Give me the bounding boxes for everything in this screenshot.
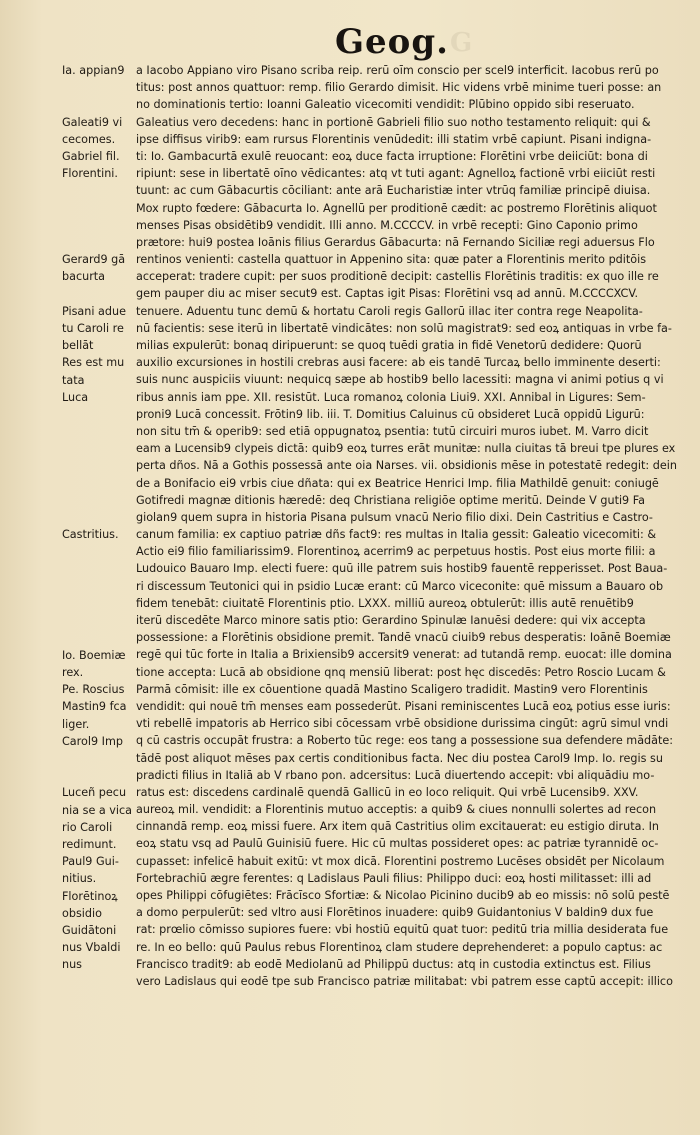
- margin-note-line: Luca: [62, 390, 89, 404]
- margin-note-line: Guidātoni: [62, 924, 117, 937]
- margin-note-line: Pe. Roscius: [62, 683, 125, 697]
- margin-notes: [0, 0, 136, 1135]
- margin-note-line: Galeati9 vi: [62, 115, 123, 129]
- text-line: aureoꝝ mil. vendidit: a Florentinis mutuo acceptis: a quib9 & ciues nonnulli solertes ad recon: [136, 803, 657, 817]
- text-line: nū facientis: sese iterū in libertatē vindicātes: non solū magistrat9: sed eoꝝ antiquas in vrbe fa-: [136, 321, 672, 335]
- text-line: pradicti filius in Italiā ab V rbano pon. adcersitus: Lucā diuertendo accepit: vbi aliquādiu mo-: [136, 768, 655, 782]
- text-line: a Iacobo Appiano viro Pisano scriba reip. rerū oīm conscio per scel9 interficit. Iacobus rerū po: [136, 64, 659, 77]
- margin-note-line: redimunt.: [62, 837, 117, 851]
- text-line: vendidit: qui nouē tm̄ menses eam possederūt. Pisani reminiscentes Lucā eoꝝ potius esse iuris:: [136, 699, 671, 713]
- text-line: opes Philippi cōfugiētes: Frācīsco Sfortiæ: & Nicolao Picinino ducib9 ab eo missis: nō solū pestē: [136, 889, 670, 902]
- text-line: ripiunt: sese in libertatē oīno vēdicantes: atq vt tuti agant: Agnelloꝝ factionē vrbi eiiciūt resti: [136, 167, 656, 181]
- text-line: rat: prœlio cōmisso supiores fuere: vbi hostiū equitū quat tuor: peditū tria millia desiderata fue: [136, 923, 669, 937]
- text-line: milias expulerūt: bonaq diripuerunt: se quoq tuēdi gratia in fidē Venetorū dedidere: Quorū: [136, 339, 642, 352]
- text-line: cupasset: infelicē habuit exitū: vt mox dicā. Florentini postremo Lucēses obsidēt per Nicolaum: [136, 854, 665, 868]
- margin-note-line: nia se a vica: [62, 803, 133, 817]
- margin-note-line: Gerard9 gā: [62, 253, 126, 267]
- text-line: acceperat: tradere cupit: per suos proditionē decipit: castellis Florētinis traditis: ex quo ille re: [136, 270, 659, 284]
- margin-note-line: tu Caroli re: [62, 321, 124, 335]
- text-line: rentinos venienti: castella quattuor in Appenino sita: quæ pater a Florentinis merito pditōis: [136, 253, 647, 267]
- margin-note-line: Ia. appian9: [62, 64, 125, 77]
- margin-note-line: bacurta: [62, 270, 106, 284]
- margin-note-line: Gabriel fil.: [62, 149, 120, 163]
- text-line: auxilio excursiones in hostili crebras ausi facere: ab eis tandē Turcaꝝ bello imminente deserti:: [136, 356, 661, 370]
- text-line: perta dños. Nā a Gothis possessā ante oia Narses. vii. obsidionis mēse in potestatē redegit: dein: [136, 459, 677, 473]
- margin-note: [62, 354, 136, 388]
- margin-note-line: liger.: [62, 717, 90, 731]
- text-line: Gotifredi magnæ ditionis hæredē: deq Christiana religiōe optime meritū. Deinde V guti9 Fa: [136, 493, 645, 507]
- margin-note-line: Io. Boemiæ: [62, 648, 126, 662]
- margin-note: [62, 733, 136, 750]
- text-line: fidem tenebāt: ciuitatē Florentinis ptio. LXXX. milliū aureoꝝ obtulerūt: illis autē renuētib9: [136, 596, 634, 610]
- text-line: non situ tm̄ & operib9: sed etiā oppugnatoꝝ psentia: tutū circuiri muros iubet. M. Varro dicit: [136, 424, 649, 438]
- text-line: Galeatius vero decedens: hanc in portionē Gabrieli filio suo notho testamento reliquit: qui &: [136, 115, 651, 129]
- margin-note-line: nus: [62, 958, 83, 972]
- text-line: ribus annis iam ppe. XII. resistūt. Luca romanoꝝ colonia Liui9. XXI. Annibal in Ligures: Sem-: [136, 390, 646, 404]
- margin-note-line: bellāt: [62, 339, 94, 353]
- margin-note: [62, 922, 136, 974]
- margin-note-line: Pisani adue: [62, 304, 126, 318]
- running-title: Geog.: [335, 22, 449, 62]
- text-line: Ludouico Bauaro Imp. electi fuere: quū ille patrem suis hostib9 fauentē repperisset. Post Baua-: [136, 562, 668, 576]
- margin-note: [62, 526, 136, 543]
- text-line: ratus est: discedens cardinalē quendā Gallicū in eo loco reliquit. Qui vrbē Lucensib9. XXV.: [136, 785, 639, 799]
- margin-note: [62, 114, 136, 183]
- margin-note-line: cecomes.: [62, 132, 116, 146]
- text-line: regē qui tūc forte in Italia a Brixiensib9 accersit9 venerat: ad tutandā remp. euocat: ille domina: [136, 648, 672, 662]
- margin-note-line: Castritius.: [62, 528, 119, 542]
- text-line: eam a Lucensib9 clypeis dictā: quib9 eoꝝ turres erāt munitæ: nulla ciuitas tā breui tpe plures ex: [136, 442, 676, 456]
- text-line: cinnandā remp. eoꝝ missi fuere. Arx item quā Castritius olim excitauerat: eu estigio diruta. In: [136, 820, 659, 834]
- text-line: Fortebrachiū ægre ferentes: q Ladislaus Pauli filius: Philippo duci: eoꝝ hosti militasset: illi ad: [136, 871, 652, 885]
- text-line: suis nunc auspiciis viuunt: nequicq sæpe ab hostib9 bello lacessiti: magna vi animi potius q vi: [136, 373, 664, 387]
- text-line: tuunt: ac cum Gābacurtis cōciliant: ante arā Eucharistiæ inter vtrūq familiæ principē diuisa.: [136, 184, 651, 198]
- text-line: prætore: hui9 postea Ioānis filius Gerardus Gābacurta: nā Fernando Siciliæ regi aduersus Flo: [136, 235, 655, 249]
- text-line: canum familia: ex captiuo patriæ dñs fact9: res multas in Italia gessit: Galeatio vicecomiti: &: [136, 528, 657, 542]
- margin-note-line: rex.: [62, 665, 84, 679]
- text-line: ri discessum Teutonici qui in psidio Lucæ erant: cū Marco viceconite: quē missum a Bauaro ob: [136, 579, 664, 593]
- margin-note-line: tata: [62, 373, 85, 387]
- margin-note: [62, 681, 136, 733]
- text-line: proni9 Lucā concessit. Frōtin9 lib. iii. T. Domitius Caluinus cū obsideret Lucā oppidū Ligurū:: [136, 407, 645, 421]
- margin-note-line: Luceñ pecu: [62, 786, 127, 800]
- text-line: iterū discedēte Marco minore satis ptio: Gerardino Spinulæ Ianuēsi dedere: qui vix accepta: [136, 614, 646, 627]
- margin-note: [62, 62, 136, 79]
- text-line: re. In eo bello: quū Paulus rebus Florentinoꝝ clam studere deprehenderet: a populo captus: ac: [136, 940, 663, 954]
- text-line: Actio ei9 filio familiarissim9. Florentinoꝝ acerrim9 ac perpetuus hostis. Post eius morte filii: a: [136, 545, 656, 559]
- margin-note-line: Carol9 Imp: [62, 734, 123, 748]
- text-line: eoꝝ statu vsq ad Paulū Guinisiū fuere. Hic cū multas possideret opes: ac patriæ tyrannidē oc-: [136, 837, 659, 851]
- text-line: gem pauper diu ac miser secut9 est. Captas igit Pisas: Florētini vsq ad annū. M.CCCCXCV.: [136, 287, 639, 301]
- text-line: possessione: a Florētinis obsidione premit. Tandē vnacū ciuib9 rebus desperatis: Ioānē Boemiæ: [136, 631, 671, 645]
- margin-note: [62, 647, 136, 681]
- margin-note: [62, 389, 136, 406]
- text-line: Parmā cōmisit: ille ex cōuentione quadā Mastino Scaligero tradidit. Mastin9 vero Florentinis: [136, 682, 648, 696]
- text-line: Francisco tradit9: ab eodē Mediolanū ad Philippū ductus: atq in custodia extinctus est. Filius: [136, 957, 651, 971]
- show-through-text: G: [450, 28, 473, 58]
- margin-note-line: nus Vbaldi: [62, 941, 121, 955]
- text-line: tenuere. Aduentu tunc demū & hortatu Caroli regis Gallorū illac iter contra rege Neapolita-: [136, 304, 643, 318]
- margin-note-line: Mastin9 fca: [62, 700, 127, 714]
- text-line: q cū castris occupāt frustra: a Roberto tūc rege: eos tang a possessione sua defendere mādāte:: [136, 734, 674, 748]
- text-line: vero Ladislaus qui eodē tpe sub Francisco patriæ militabat: vbi patrem esse captū accepit: illico: [136, 974, 673, 988]
- text-line: ipse diffisus virib9: eam rursus Florentinis venūdedit: illi statim vrbē capiunt. Pisani indigna-: [136, 132, 652, 146]
- text-line: ti: Io. Gambacurtā exulē reuocant: eoꝝ duce facta irruptione: Florētini vrbe deiiciūt: bona di: [136, 149, 648, 163]
- margin-note-line: nitius.: [62, 872, 97, 886]
- margin-note-line: Florētinoꝝ: [62, 889, 118, 903]
- margin-note-line: rio Caroli: [62, 820, 113, 834]
- text-line: giolan9 quem supra in historia Pisana pulsum vnacū Nerio filio dixi. Dein Castritius e Castro-: [136, 510, 653, 524]
- margin-note-line: Florentini.: [62, 167, 118, 181]
- text-line: Mox rupto fœdere: Gābacurta Io. Agnellū per proditionē cædit: ac postremo Florētinis aliquot: [136, 201, 657, 215]
- main-text: [136, 62, 684, 990]
- text-line: no dominationis tertio: Ioanni Galeatio vicecomiti vendidit: Plūbino oppido sibi reseruato.: [136, 98, 635, 112]
- margin-note-line: Res est mu: [62, 356, 125, 370]
- text-line: tione accepta: Lucā ab obsidione qnq mensiū liberat: post hęc discedēs: Petro Roscio Lucam &: [136, 665, 666, 679]
- margin-note: [62, 784, 136, 853]
- text-line: a domo perpulerūt: sed vltro ausi Florētinos inuadere: quib9 Guidantonius V baldin9 dux fue: [136, 906, 654, 920]
- margin-note: [62, 303, 136, 355]
- margin-note-line: obsidio: [62, 906, 102, 920]
- text-line: menses Pisas obsidētib9 vendidit. Illi anno. M.CCCCV. in vrbē recepti: Gino Caponio primo: [136, 218, 638, 232]
- text-line: vti rebellē impatoris ab Herrico sibi cōcessam vrbē obsidione durissima cingūt: agrū simul vndi: [136, 717, 669, 731]
- text-line: de a Bonifacio ei9 vrbis ciue dñata: qui ex Beatrice Henrici Imp. filia Mathildē genuit: coniugē: [136, 476, 659, 490]
- margin-note: [62, 888, 136, 922]
- margin-note: [62, 853, 136, 887]
- margin-note-line: Paul9 Gui-: [62, 855, 119, 869]
- margin-note: [62, 251, 136, 285]
- text-line: tādē post aliquot mēses pax certis conditionibus facta. Nec diu postea Carol9 Imp. Io. regis su: [136, 751, 663, 765]
- text-line: titus: post annos quattuor: remp. filio Gerardo dimisit. Hic videns vrbē minime tueri posse: an: [136, 81, 662, 95]
